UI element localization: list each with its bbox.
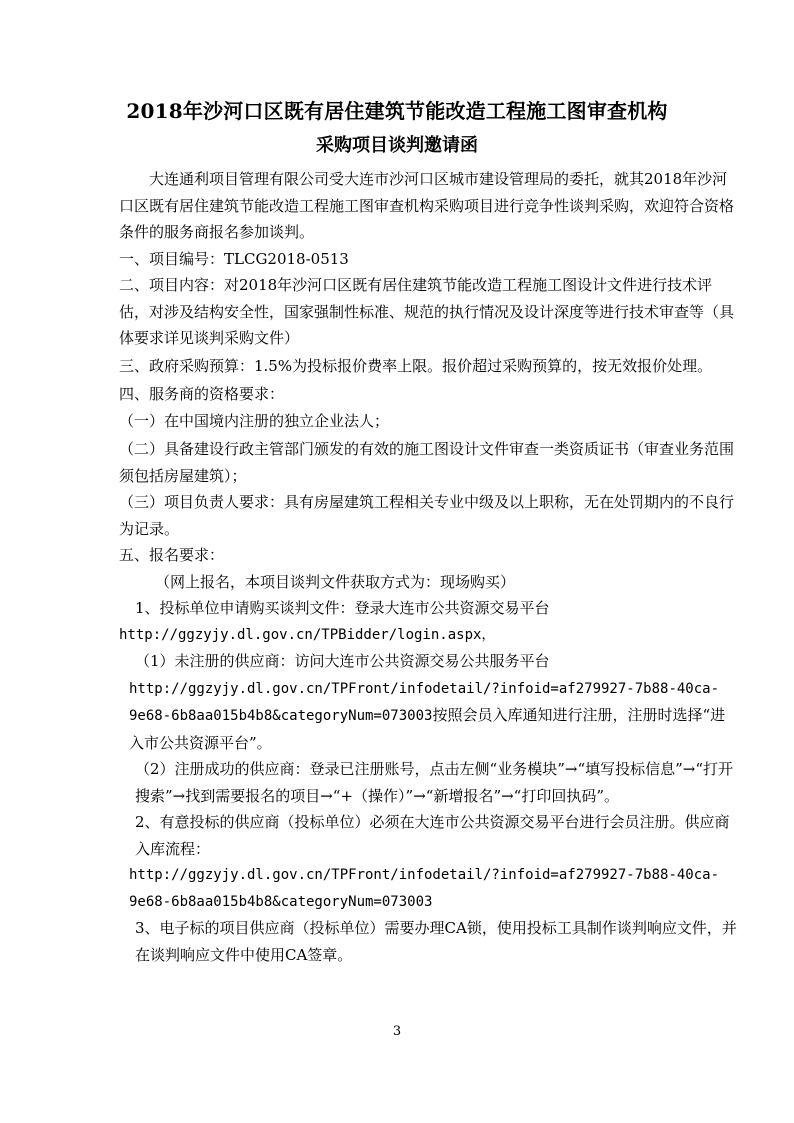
bidder-login-link[interactable]: http://ggzyjy.dl.gov.cn/TPBidder/login.aspx， [119, 626, 496, 643]
qualification-item-3: （三）项目负责人要求：具有房屋建筑工程相关专业中级及以上职称，无在处罚期内的不良行为记录。 [119, 493, 735, 538]
requirement-1a-tail: 按照会员入库通知进行注册，注册时选择“进入市公共资源平台”。 [129, 706, 726, 752]
requirement-2: 2、有意投标的供应商（投标单位）必须在大连市公共资源交易平台进行会员注册。供应商入库流程： [135, 813, 730, 858]
requirement-3: 3、电子标的项目供应商（投标单位）需要办理CA锁，使用投标工具制作谈判响应文件，并在谈判响应文件中使用CA签章。 [135, 919, 737, 964]
document-body [119, 166, 739, 968]
registration-notice-link[interactable]: http://ggzyjy.dl.gov.cn/TPFront/infodetail/?infoid=af279927-7b88-40ca-9e68-6b8aa015b4b8&categoryNum=073003 [129, 680, 720, 724]
project-number: 一、项目编号：TLCG2018-0513 [119, 249, 349, 268]
qualification-heading: 四、服务商的资格要求： [119, 384, 285, 403]
document-title-line1: 2018年沙河口区既有居住建筑节能改造工程施工图审查机构 [126, 99, 668, 123]
requirement-1a: （1）未注册的供应商：访问大连市公共资源交易公共服务平台 [135, 652, 550, 670]
qualification-item-2: （二）具备建设行政主管部门颁发的有效的施工图设计文件审查一类资质证书（审查业务范围须包括房屋建筑）； [119, 440, 735, 485]
supplier-registration-link[interactable]: http://ggzyjy.dl.gov.cn/TPFront/infodetail/?infoid=af279927-7b88-40ca-9e68-6b8aa015b4b8&categoryNum=073003 [129, 867, 720, 910]
registration-heading: 五、报名要求： [119, 546, 225, 564]
qualification-item-1: （一）在中国境内注册的独立企业法人； [119, 412, 390, 430]
requirement-1: 1、投标单位申请购买谈判文件：登录大连市公共资源交易平台 [135, 599, 550, 617]
online-registration-note: （网上报名，本项目谈判文件获取方式为：现场购买） [155, 572, 516, 591]
project-content: 二、项目内容：对2018年沙河口区既有居住建筑节能改造工程施工图设计文件进行技术评估，对涉及结构安全性，国家强制性标准、规范的执行情况及设计深度等进行技术审查等（具体要求详见谈判采购文件） [119, 276, 735, 347]
intro-paragraph: 大连通利项目管理有限公司受大连市沙河口区城市建设管理局的委托，就其2018年沙河口区既有居住建筑节能改造工程施工图审查机构采购项目进行竞争性谈判采购，欢迎符合资格条件的服务商报名参加谈判。 [119, 170, 735, 241]
document-title-line2: 采购项目谈判邀请函 [316, 135, 478, 156]
page-number: 3 [392, 1024, 402, 1039]
procurement-budget: 三、政府采购预算：1.5%为投标报价费率上限。报价超过采购预算的，按无效报价处理。 [119, 356, 713, 375]
requirement-1b: （2）注册成功的供应商：登录已注册账号，点击左侧“业务模块”→“填写投标信息”→“打开搜索”→找到需要报名的项目→“+（操作）”→“新增报名”→“打印回执码”。 [135, 760, 734, 805]
requirement-1a-detail [119, 675, 739, 757]
